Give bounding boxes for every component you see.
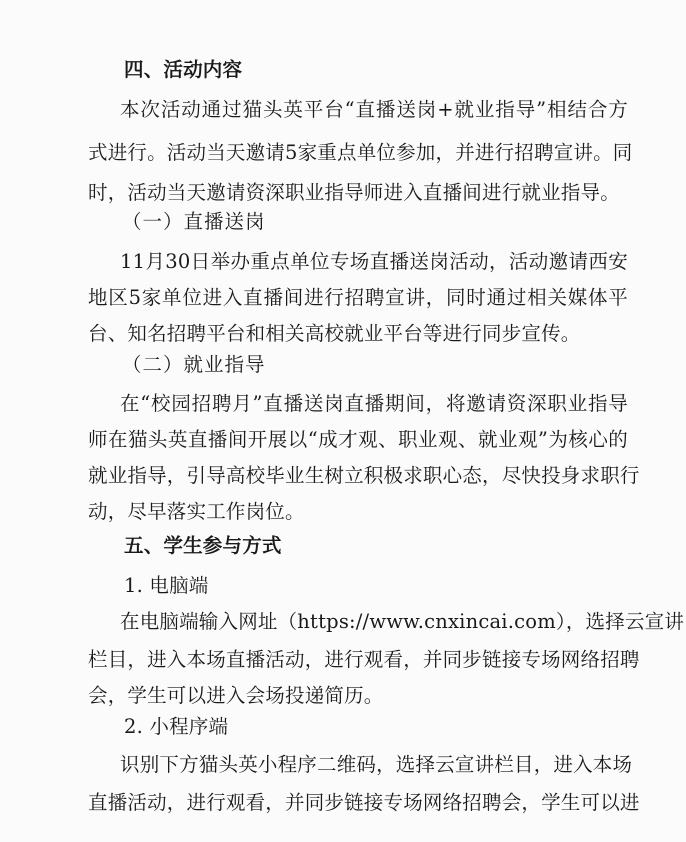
subheading-mini-program: 2. 小程序端 (124, 715, 229, 738)
section-4-heading: 四、活动内容 (124, 58, 243, 81)
subheading-career-guidance: （二）就业指导 (122, 353, 266, 376)
paragraph-line: 栏目，进入本场直播活动，进行观看，并同步链接专场网络招聘 (88, 648, 640, 671)
paragraph-line: 师在猫头英直播间开展以“成才观、职业观、就业观”为核心的 (88, 428, 628, 451)
paragraph-line: 就业指导，引导高校毕业生树立积极求职心态，尽快投身求职行 (88, 464, 640, 487)
paragraph-line: 动，尽早落实工作岗位。 (88, 500, 305, 523)
paragraph-line: 直播活动，进行观看，并同步链接专场网络招聘会，学生可以进 (88, 791, 640, 814)
subheading-live-posting: （一）直播送岗 (122, 210, 266, 233)
paragraph-line: 本次活动通过猫头英平台“直播送岗+就业指导”相结合方 (120, 98, 628, 121)
paragraph-line: 地区5家单位进入直播间进行招聘宣讲，同时通过相关媒体平 (88, 286, 628, 309)
paragraph-line: 在“校园招聘月”直播送岗直播期间，将邀请资深职业指导 (120, 392, 628, 415)
subheading-pc: 1. 电脑端 (124, 574, 209, 597)
paragraph-line: 识别下方猫头英小程序二维码，选择云宣讲栏目，进入本场 (120, 753, 633, 776)
paragraph-line: 台、知名招聘平台和相关高校就业平台等进行同步宣传。 (88, 322, 581, 345)
paragraph-line: 11月30日举办重点单位专场直播送岗活动，活动邀请西安 (120, 250, 628, 273)
paragraph-line: 式进行。活动当天邀请5家重点单位参加，并进行招聘宣讲。同 (88, 141, 633, 164)
paragraph-line: 在电脑端输入网址（https://www.cnxincai.com），选择云宣讲 (120, 610, 685, 633)
paragraph-line: 会，学生可以进入会场投递简历。 (88, 684, 384, 707)
paragraph-line: 时，活动当天邀请资深职业指导师进入直播间进行就业指导。 (88, 181, 620, 204)
section-5-heading: 五、学生参与方式 (124, 534, 282, 557)
